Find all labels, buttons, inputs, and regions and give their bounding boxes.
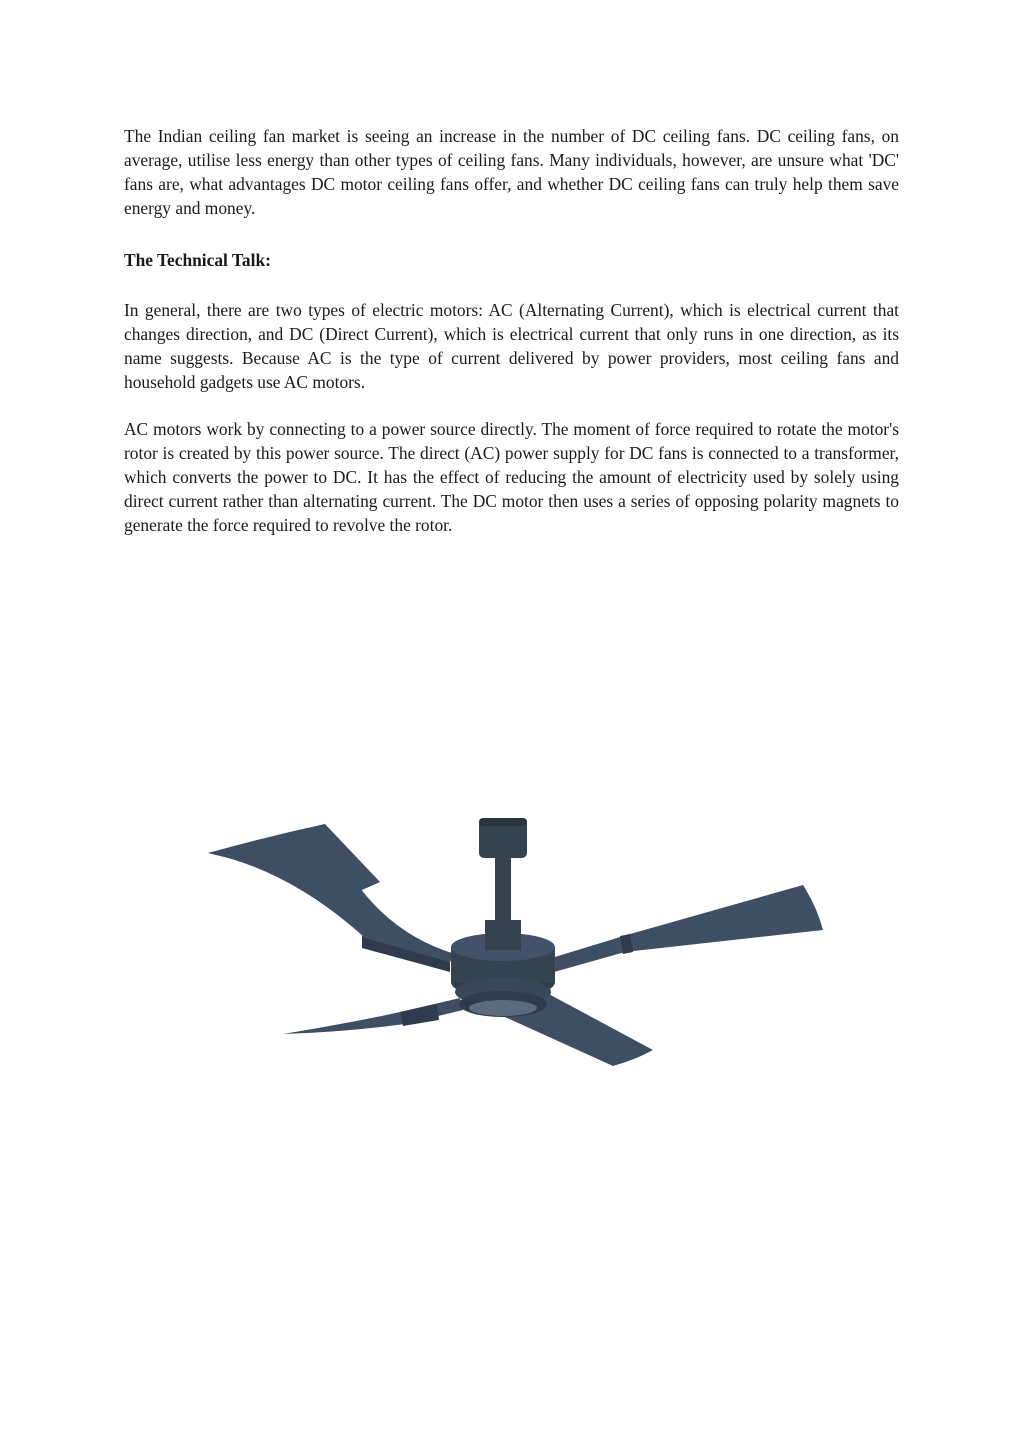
fan-downrod [479,818,527,932]
ceiling-fan-drawing [205,812,830,1072]
fan-blade-right [545,885,823,974]
ceiling-fan-image [205,812,830,1072]
body-paragraph-ac-motors: AC motors work by connecting to a power source directly. The moment of force required to rotate the motor's rotor is created by this power source. The direct (AC) power supply for DC fans is connected to a transformer, which converts the power to DC. It has the effect of reducing the amount of electricity used by solely using direct current rather than alternating current. The DC motor then uses a series of opposing polarity magnets to generate the force required to revolve the rotor. [124,419,899,535]
intro-paragraph: The Indian ceiling fan market is seeing an increase in the number of DC ceiling fans. DC ceiling fans, on average, utilise less energy than other types of ceiling fans. Many individuals, however, are unsure what 'DC' fans are, what advantages DC motor ceiling fans offer, and whether DC ceiling fans can truly help them save energy and money. [124,126,899,218]
body-paragraph-motor-types: In general, there are two types of electric motors: AC (Alternating Current), which is electrical current that changes direction, and DC (Direct Current), which is electrical current that only runs in one direction, as its name suggests. Because AC is the type of current delivered by power providers, most ceiling fans and household gadgets use AC motors. [124,300,899,392]
text-column [124,124,899,537]
section-heading: The Technical Talk: [124,250,271,270]
fan-blade-left-lower [283,998,463,1034]
fan-motor-housing [451,920,555,1017]
fan-blade-left-upper [208,824,455,972]
